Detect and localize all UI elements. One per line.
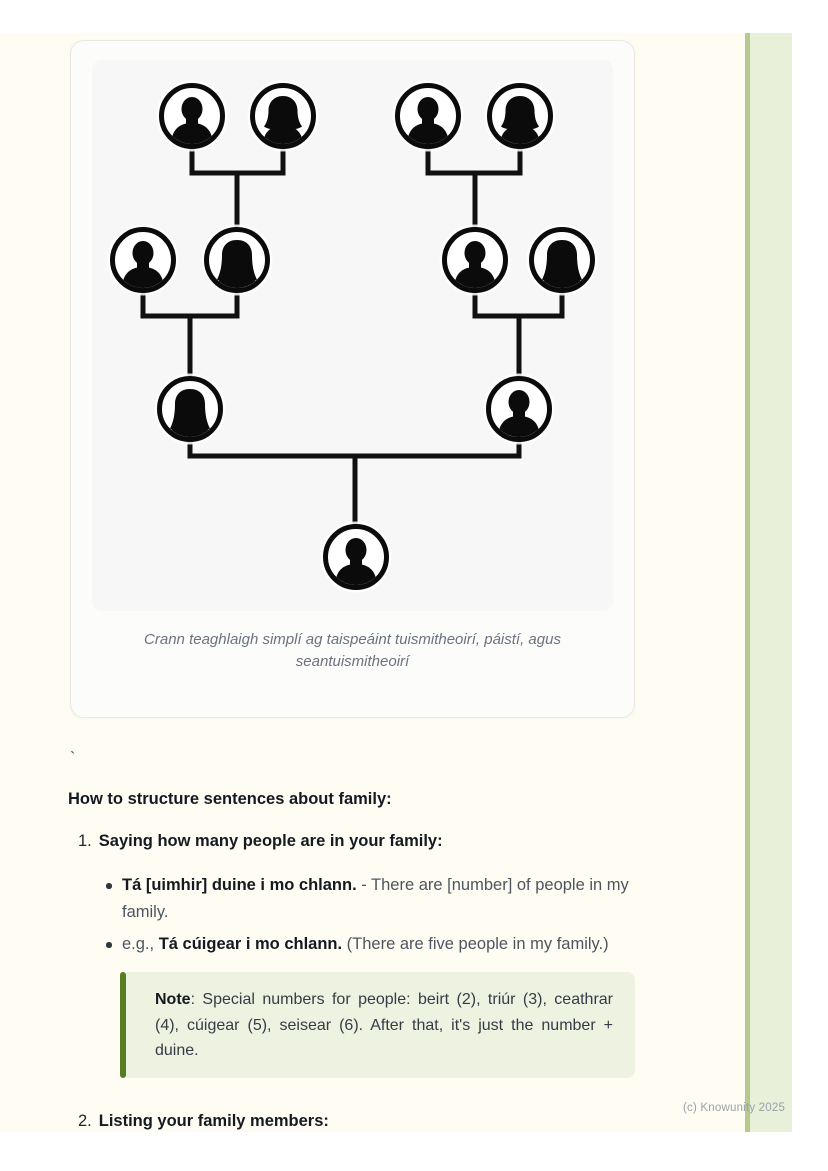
avatar-mother-1: [202, 225, 273, 296]
page-edge-strip: [745, 33, 792, 1132]
note-label: Note: [155, 991, 191, 1008]
bullet-dot: [106, 942, 112, 948]
bullet-dot: [106, 883, 112, 889]
bullet-bold-phrase: Tá [uimhir] duine i mo chlann.: [122, 876, 357, 894]
avatar-father-2: [440, 225, 511, 296]
bullet-item-2: [102, 931, 630, 958]
avatar-mother-3: [155, 374, 226, 445]
copyright-watermark: (c) Knowunity 2025: [683, 1102, 786, 1114]
note-text: [126, 972, 635, 1078]
list-label: Listing your family members:: [98, 1112, 329, 1130]
tree-connector: [190, 439, 519, 528]
family-tree-illustration: [92, 60, 613, 611]
bullet-item-1: [102, 872, 630, 926]
bullet-text: [122, 872, 630, 926]
stray-backtick: `: [70, 750, 76, 767]
section-heading: How to structure sentences about family:: [68, 790, 392, 808]
figure-card: [70, 40, 635, 718]
avatar-father-3: [484, 374, 555, 445]
list-item-2: [78, 1111, 329, 1131]
avatar-child: [321, 522, 392, 593]
tree-connector: [475, 290, 562, 380]
note-callout: [120, 972, 635, 1078]
family-tree-panel: [92, 60, 613, 611]
note-content: : Special numbers for people: beirt (2), triúr (3), ceathrar (4), cúigear (5), seisear (6). After that, it's just the number + duine.: [155, 991, 613, 1059]
bullet-translation: (There are five people in my family.): [342, 935, 609, 953]
list-label: Saying how many people are in your family:: [98, 832, 443, 850]
list-item-1: [78, 831, 443, 851]
tree-connector: [143, 290, 237, 380]
bullet-translation: - There are [number] of people in my family.: [122, 876, 629, 921]
bullet-lead: e.g.,: [122, 935, 159, 953]
avatar-grandfather-2: [393, 81, 464, 152]
list-number: 2.: [78, 1112, 92, 1130]
tree-connector: [192, 146, 283, 231]
bullet-bold-phrase: Tá cúigear i mo chlann.: [158, 935, 343, 953]
figure-caption: Crann teaghlaigh simplí ag taispeáint tuismitheoirí, páistí, agus seantuismitheoirí: [144, 631, 561, 670]
avatar-grandmother-2: [485, 81, 556, 152]
tree-connector: [428, 146, 520, 231]
avatar-grandmother-1: [248, 81, 319, 152]
list-number: 1.: [78, 832, 92, 850]
avatar-mother-2: [527, 225, 598, 296]
bullet-text: [122, 931, 630, 958]
avatar-father-1: [108, 225, 179, 296]
avatar-grandfather-1: [157, 81, 228, 152]
